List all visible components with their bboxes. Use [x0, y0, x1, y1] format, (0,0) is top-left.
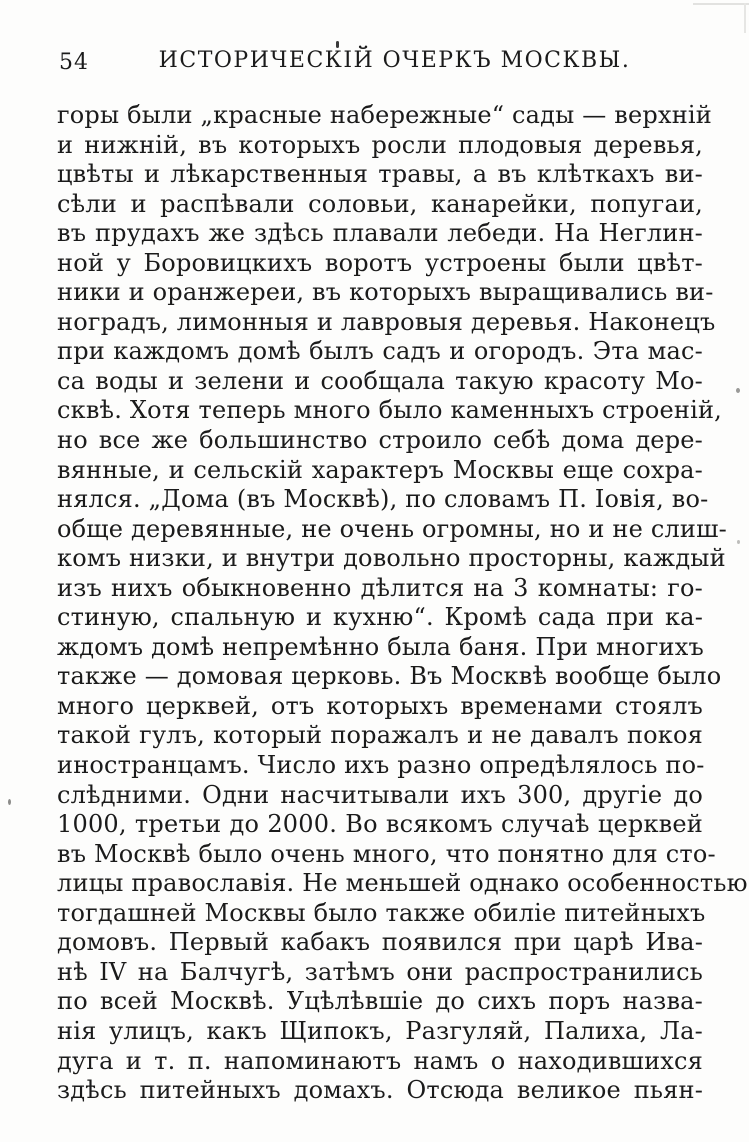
- text-line: лицы православія. Не меньшей однако особенностью: [57, 869, 748, 898]
- text-line: изъ нихъ обыкновенно дѣлится на 3 комнаты: го-: [57, 573, 703, 602]
- text-line: сквѣ. Хотя теперь много было каменныхъ строеній,: [57, 396, 722, 425]
- text-line: но все же большинство строило себѣ дома дере-: [57, 426, 703, 455]
- text-line: са воды и зелени и сообщала такую красоту Мо-: [57, 366, 703, 395]
- text-line: также — домовая церковь. Въ Москвѣ вообще было: [57, 662, 722, 691]
- text-line: ной у Боровицкихъ воротъ устроены были цвѣт-: [57, 248, 703, 277]
- text-line: при каждомъ домѣ былъ садъ и огородъ. Эта мас-: [57, 337, 703, 366]
- text-line: цвѣты и лѣкарственныя травы, а въ клѣткахъ ви-: [57, 160, 703, 189]
- page-header: [57, 48, 702, 78]
- text-line: горы были „красные набережные“ сады — верхній: [57, 101, 712, 129]
- text-line: въ прудахъ же здѣсь плавали лебеди. На Неглин-: [57, 219, 703, 248]
- text-line: нія улицъ, какъ Щипокъ, Разгуляй, Палиха, Ла-: [57, 1016, 703, 1045]
- scan-artifact-corner-line: [693, 3, 749, 5]
- text-line: ники и оранжереи, въ которыхъ выращивались ви-: [57, 278, 714, 307]
- page-number: 54: [59, 50, 89, 75]
- text-line: много церквей, отъ которыхъ временами стоялъ: [57, 691, 703, 720]
- running-title: ИСТОРИЧЕСКІЙ ОЧЕРКЪ МОСКВЫ.: [158, 48, 631, 73]
- scan-speck: [8, 799, 11, 805]
- text-line: комъ низки, и внутри довольно просторны, каждый: [57, 544, 726, 573]
- text-line: 1000, третьи до 2000. Во всякомъ случаѣ церквей: [57, 810, 703, 839]
- text-line: по всей Москвѣ. Уцѣлѣвшіе до сихъ поръ назва-: [57, 987, 703, 1016]
- text-line: такой гулъ, который поражалъ и не давалъ покоя: [57, 721, 703, 750]
- text-line: сѣли и распѣвали соловьи, канарейки, попугаи,: [57, 189, 703, 218]
- text-line: нѣ IV на Балчугѣ, затѣмъ они распространились: [57, 957, 703, 986]
- scan-artifact-corner-line: [744, 3, 746, 33]
- text-line: здѣсь питейныхъ домахъ. Отсюда великое пьян-: [57, 1076, 703, 1105]
- text-line: въ Москвѣ было очень много, что понятно для сто-: [57, 839, 716, 868]
- scan-speck: [336, 41, 339, 48]
- text-line: вянные, и сельскій характеръ Москвы еще сохра-: [57, 455, 703, 484]
- text-line: стиную, спальную и кухню“. Кромѣ сада при ка-: [57, 603, 703, 632]
- text-line: обще деревянные, не очень огромны, но и не слиш-: [57, 514, 727, 543]
- scan-speck: [736, 388, 740, 393]
- body-text: [57, 101, 748, 1106]
- text-line: ноградъ, лимонныя и лавровыя деревья. Наконецъ: [57, 307, 716, 336]
- text-line: домовъ. Первый кабакъ появился при царѣ Ива-: [57, 928, 703, 957]
- text-line: слѣдними. Одни насчитывали ихъ 300, другіе до: [57, 780, 703, 809]
- scan-speck: [737, 540, 740, 544]
- text-line: и нижній, въ которыхъ росли плодовыя деревья,: [57, 130, 703, 159]
- text-line: ждомъ домѣ непремѣнно была баня. При многихъ: [57, 632, 704, 661]
- text-line: иностранцамъ. Число ихъ разно опредѣлялось по-: [57, 751, 705, 780]
- text-line: нялся. „Дома (въ Москвѣ), по словамъ П. Іовія, во-: [57, 485, 709, 514]
- text-line: тогдашней Москвы было также обиліе питейныхъ: [57, 898, 706, 927]
- text-line: дуга и т. п. напоминаютъ намъ о находившихся: [57, 1046, 703, 1075]
